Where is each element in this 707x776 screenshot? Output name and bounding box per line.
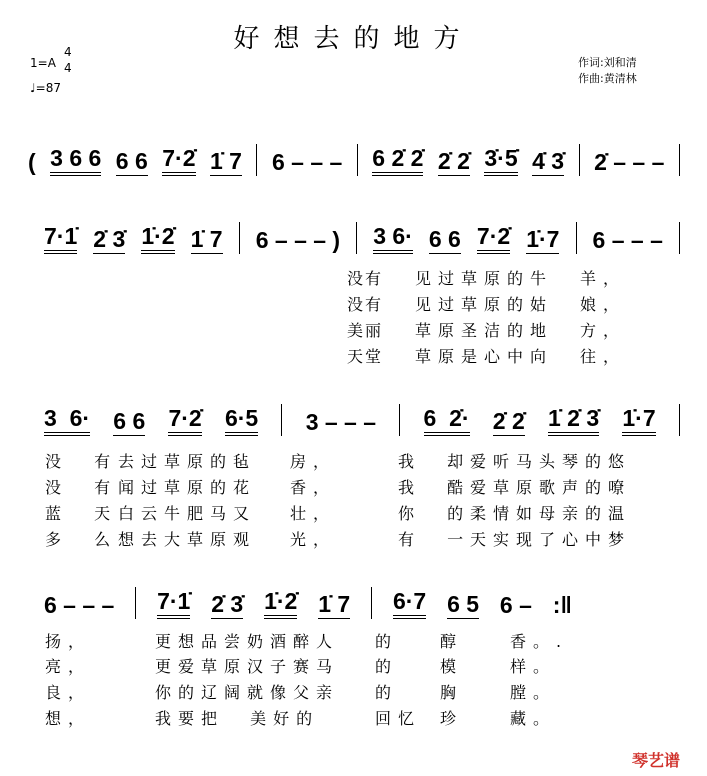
lyric-segment: 光，	[290, 530, 337, 549]
lyric-segment: 膛。	[510, 683, 557, 702]
lyric-segment: 去过草原的毡	[118, 452, 257, 471]
note-group: :‖	[552, 592, 572, 618]
bar-line	[679, 144, 680, 176]
lyric-segment: 想，	[45, 709, 92, 728]
note-group: 1̇ 7	[210, 148, 242, 174]
lyric-segment: 没有	[347, 269, 384, 288]
note-group: 7·2̇	[162, 146, 195, 176]
bar-line	[371, 587, 372, 619]
lyric-segment: 蓝 天	[45, 504, 118, 523]
time-signature	[64, 44, 72, 76]
lyric-segment: 闻过草原的花	[118, 478, 257, 497]
song-title: 好想去的地方	[233, 24, 474, 54]
note-group: 4̇ 3̇	[532, 148, 565, 174]
bar-line	[356, 222, 357, 254]
lyric-segment: 见过草原的牛	[415, 269, 554, 288]
note-group: 1̇ 2̇ 3̇	[548, 406, 599, 436]
lyric-segment: 想去大草原观	[118, 530, 257, 549]
note-group: 6·7	[393, 589, 426, 619]
lyric-segment: 香，	[290, 478, 337, 497]
note-group: 7·2̇	[477, 224, 510, 254]
bar-line	[679, 404, 680, 436]
score-row-1	[28, 142, 680, 176]
note-group: 2̇ – – –	[594, 149, 665, 175]
bar-line	[399, 404, 400, 436]
note-group: 6 5	[447, 591, 480, 617]
note-group: 1̇·7	[526, 226, 560, 252]
time-bottom: 4	[64, 61, 72, 75]
score-row-2	[44, 220, 680, 254]
note-group: 3 6·	[373, 224, 413, 254]
lyric-segment: 醇	[440, 632, 464, 651]
lyric-segment: 更爱草原汉子赛马	[155, 657, 340, 676]
lyric-segment: 娘，	[580, 295, 627, 314]
lyric-segment: 的	[375, 632, 399, 651]
lyric-segment: 天实现了心中梦	[470, 530, 632, 549]
lyric-segment: 香。.	[510, 632, 569, 651]
bar-line	[135, 587, 136, 619]
note-group: 6 2̇ 2̇	[372, 146, 423, 176]
note-group: 2̇ 3̇	[93, 226, 126, 252]
note-group: 7·2̇	[168, 406, 201, 436]
lyric-segment: 我要把 美好的	[155, 709, 320, 728]
note-group: 6 6	[115, 148, 148, 174]
note-group: 2̇ 2̇	[437, 148, 470, 174]
score-row-3	[44, 402, 680, 436]
note-group: 7·1̇	[44, 224, 77, 254]
lyric-segment: 壮，	[290, 504, 337, 523]
lyric-segment: 草原圣洁的地	[415, 321, 554, 340]
note-group: 3̇·5̇	[484, 146, 517, 176]
note-group: 3 6 6	[50, 146, 101, 176]
note-group: 6 – – –	[592, 227, 663, 253]
lyric-segment: 往，	[580, 347, 627, 366]
lyric-segment: 模	[440, 657, 464, 676]
tempo-marking: ♩=87	[30, 81, 61, 95]
note-group: 6 – – – )	[255, 227, 341, 253]
bar-line	[679, 222, 680, 254]
lyric-segment: 没 有	[45, 452, 118, 471]
lyric-segment: 见过草原的姑	[415, 295, 554, 314]
score-row-4	[44, 585, 572, 619]
lyricist-credit: 作词:刘和清	[578, 56, 637, 69]
lyric-segment: 藏。	[510, 709, 557, 728]
note-group: 2̇ 3̇	[211, 591, 244, 617]
lyric-segment: 没 有	[45, 478, 118, 497]
lyric-segment: 白云牛肥马又	[118, 504, 257, 523]
lyric-segment: 亮，	[45, 657, 92, 676]
lyric-segment: 柔情如母亲的温	[470, 504, 632, 523]
note-group: 3 – – –	[305, 409, 377, 435]
note-group: 7·1̇	[157, 589, 190, 619]
note-group: 1̇ 7	[318, 591, 351, 617]
bar-line	[256, 144, 257, 176]
composer-credit: 作曲:黄清林	[578, 72, 637, 85]
note-group: 6 6	[113, 408, 146, 434]
note-group: 6·5	[225, 406, 258, 436]
lyric-segment: 方，	[580, 321, 627, 340]
lyric-segment: 扬，	[45, 632, 92, 651]
note-group: 1̇·2̇	[141, 224, 174, 254]
note-group: 1̇·2̇	[264, 589, 297, 619]
note-group: 6 2̇·	[424, 406, 470, 436]
watermark-logo: 琴艺谱	[632, 751, 681, 770]
bracket: (	[28, 149, 36, 175]
key-signature: 1=A	[30, 56, 56, 70]
lyric-segment: 有 一	[398, 530, 471, 549]
lyric-segment: 胸	[440, 683, 464, 702]
lyric-segment: 房，	[290, 452, 337, 471]
lyric-segment: 爱草原歌声的嘹	[470, 478, 632, 497]
bar-line	[579, 144, 580, 176]
lyric-segment: 回忆	[375, 709, 422, 728]
note-group: 6 – – –	[271, 149, 343, 175]
lyric-segment: 多 么	[45, 530, 118, 549]
note-group: 2̇ 2̇	[492, 408, 525, 434]
lyric-segment: 珍	[440, 709, 464, 728]
note-group: 6 – – –	[44, 592, 115, 618]
lyric-segment: 样。	[510, 657, 557, 676]
lyric-segment: 的	[375, 683, 399, 702]
bar-line	[281, 404, 282, 436]
lyric-segment: 你的辽阔就像父亲	[155, 683, 340, 702]
note-group: 6 6	[428, 226, 461, 252]
lyric-segment: 美丽	[347, 321, 384, 340]
lyric-segment: 你 的	[398, 504, 471, 523]
note-group: 1̇ 7	[190, 226, 223, 252]
time-top: 4	[64, 45, 72, 59]
lyric-segment: 良，	[45, 683, 92, 702]
lyric-segment: 更想品尝奶酒醉人	[155, 632, 340, 651]
lyric-segment: 的	[375, 657, 399, 676]
lyric-segment: 羊，	[580, 269, 627, 288]
note-group: 1̇·7	[622, 406, 655, 436]
lyric-segment: 天堂	[347, 347, 384, 366]
note-group: 3 6·	[44, 406, 90, 436]
lyric-segment: 我 酷	[398, 478, 471, 497]
lyric-segment: 爱听马头琴的悠	[470, 452, 632, 471]
note-group: 6 –	[499, 592, 532, 618]
bar-line	[357, 144, 358, 176]
bar-line	[576, 222, 577, 254]
lyric-segment: 没有	[347, 295, 384, 314]
lyric-segment: 我 却	[398, 452, 471, 471]
bar-line	[239, 222, 240, 254]
lyric-segment: 草原是心中向	[415, 347, 554, 366]
